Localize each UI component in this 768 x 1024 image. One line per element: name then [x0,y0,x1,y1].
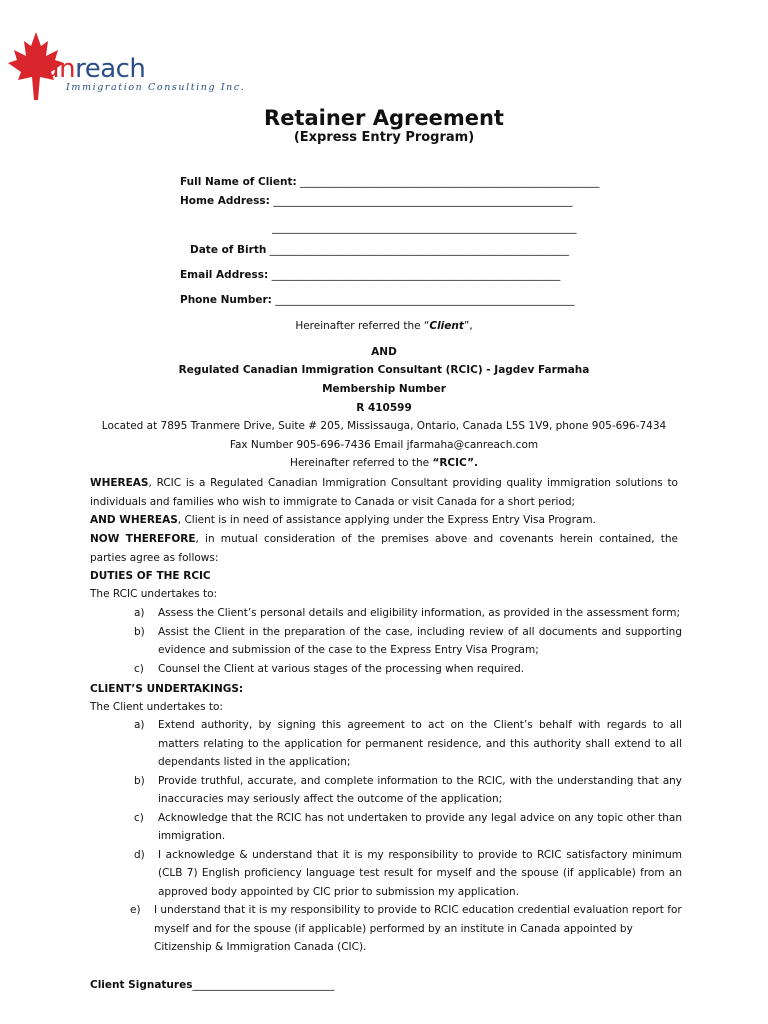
logo-wordmark [26,54,145,84]
email-blank[interactable]: _______________________________________________________ [271,269,561,281]
list-marker: c) [134,662,144,675]
list-item-text: Counsel the Client at various stages of the processing when required. [158,662,525,675]
undertakings-list [130,716,682,957]
client-signature-row [90,979,334,991]
membership-number: R 410599 [356,402,412,414]
list-item [134,604,682,623]
list-item [134,660,682,679]
list-item [134,716,682,772]
list-item-text: Assess the Client’s personal details and eligibility information, as provided in the assessment form; [158,607,681,619]
signature-label: Client Signatures [90,979,193,991]
rcic-ref-before: Hereinafter referred to the [289,457,433,469]
rcic-fax-email: Fax Number 905-696-7436 Email jfarmaha@canreach.com [229,439,539,451]
home-address-row [180,195,572,207]
now-therefore-clause [90,530,678,567]
rcic-ref-term: “RCIC”. [432,457,479,469]
signature-blank[interactable]: ___________________________ [192,979,335,991]
and-separator: AND [371,346,397,358]
full-name-row [180,176,599,188]
list-item [134,846,682,902]
undertakings-heading: CLIENT’S UNDERTAKINGS: [90,683,244,695]
rcic-name: Regulated Canadian Immigration Consultant (RCIC) - Jagdev Farmaha [178,364,590,376]
and-whereas-lead: AND WHEREAS [90,514,178,526]
home-address-blank[interactable]: _________________________________________________________ [273,195,573,207]
whereas-text: , RCIC is a Regulated Canadian Immigration Consultant providing quality immigration solutions to individuals and families who wish to immigrate to Canada or visit Canada for a short period; [90,477,678,508]
list-marker: c) [134,811,144,824]
logo-tagline: Immigration Consulting Inc. [66,82,246,93]
company-logo [6,30,246,110]
email-label: Email Address: [180,269,269,281]
dob-row [190,244,569,256]
and-whereas-clause [90,511,678,530]
list-item [134,623,682,660]
list-item [134,809,682,846]
client-reference [0,320,768,332]
phone-row [180,294,574,306]
whereas-lead: WHEREAS [90,477,149,489]
list-item-text: Assist the Client in the preparation of the case, including review of all documents and supporting evidence and submission of the case to the Express Entry Visa Program; [158,625,682,656]
undertakings-intro: The Client undertakes to: [90,701,223,713]
list-marker: a) [134,607,145,619]
client-ref-before: Hereinafter referred the “ [295,320,430,332]
now-therefore-lead: NOW THEREFORE [90,533,196,545]
list-marker: e) [130,904,141,916]
duties-list [134,604,682,678]
rcic-reference [0,457,768,469]
document-subtitle: (Express Entry Program) [293,130,475,145]
document-title: Retainer Agreement [264,106,504,130]
address-line2-row [272,222,577,234]
address-line2-blank[interactable]: __________________________________________________________ [272,222,577,234]
list-item-text: Provide truthful, accurate, and complete information to the RCIC, with the understanding that any inaccuracies may seriously affect the outcome of the application; [158,774,682,805]
list-item [134,772,682,809]
list-marker: a) [134,719,145,731]
duties-heading: DUTIES OF THE RCIC [90,570,211,582]
list-item-text: I acknowledge & understand that it is my responsibility to provide to RCIC satisfactory minimum (CLB 7) English proficiency language test result for myself and the spouse (if applicable) from an approved body appointed by CIC prior to submission my application. [158,848,682,898]
duties-intro: The RCIC undertakes to: [90,588,218,600]
whereas-clause [90,474,678,511]
full-name-label: Full Name of Client: [180,176,297,188]
now-therefore-text: , in mutual consideration of the premises above and covenants herein contained, the parties agree as follows: [90,533,678,564]
phone-label: Phone Number: [180,294,272,306]
dob-blank[interactable]: _________________________________________________________ [269,244,569,256]
dob-label: Date of Birth [190,244,267,256]
list-marker: b) [134,625,145,638]
list-item-text: Extend authority, by signing this agreement to act on the Client’s behalf with regards to all matters relating to the application for permanent residence, and this authority shall extend to all dependants listed in the application; [158,719,682,768]
client-ref-after: ”, [463,320,473,332]
home-address-label: Home Address: [180,195,270,207]
full-name-blank[interactable]: _________________________________________________________ [300,176,600,188]
logo-word-reach: reach [75,54,146,84]
client-ref-term: Client [429,320,464,332]
membership-label: Membership Number [322,383,446,395]
list-item-text: I understand that it is my responsibility to provide to RCIC education credential evaluation report for myself and for the spouse (if applicable) performed by an institute in Canada appointed by Citizenship & Immigration Canada (CIC). [154,904,682,953]
and-whereas-text: , Client is in need of assistance applying under the Express Entry Visa Program. [177,514,596,526]
list-marker: b) [134,774,145,787]
rcic-location: Located at 7895 Tranmere Drive, Suite # 205, Mississauga, Ontario, Canada L5S 1V9, phone 905-696-7434 [101,420,667,432]
list-marker: d) [134,848,145,861]
phone-blank[interactable]: _________________________________________________________ [275,294,575,306]
email-row [180,269,560,281]
list-item-text: Acknowledge that the RCIC has not undertaken to provide any legal advice on any topic other than immigration. [158,811,682,842]
logo-word-can: Can [26,54,76,84]
list-item [130,901,682,957]
